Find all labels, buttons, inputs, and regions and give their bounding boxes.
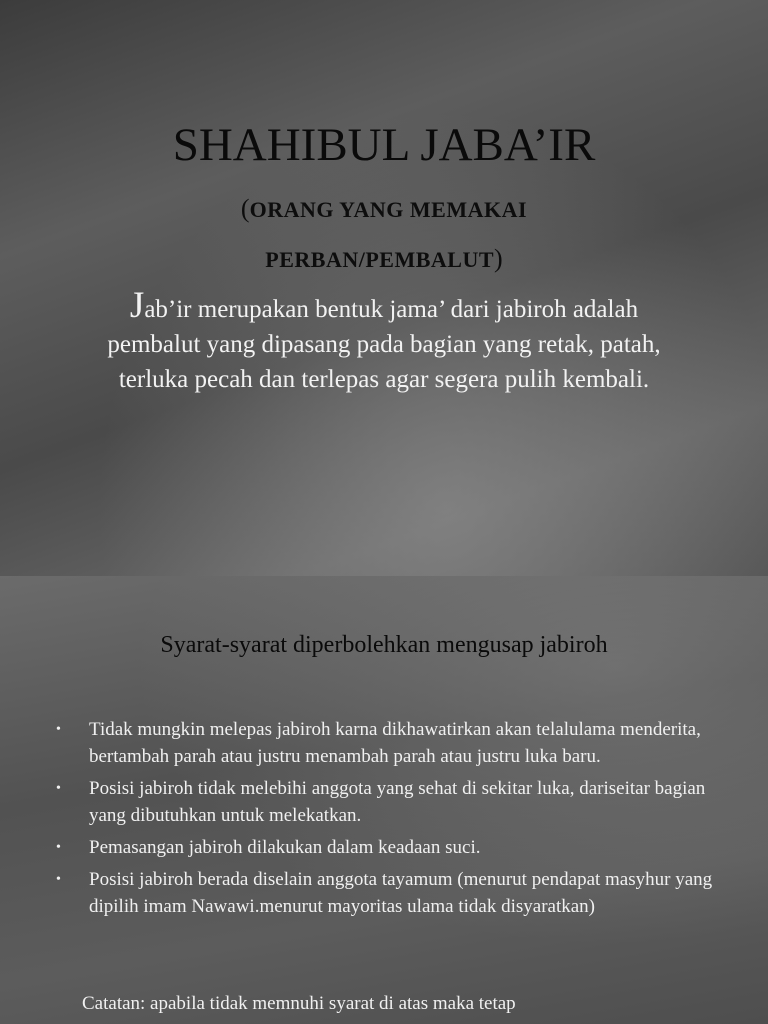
list-item-text: Posisi jabiroh tidak melebihi anggota yang sehat di sekitar luka, dariseitar bagian yang dibutuhkan untuk melekatkan. [89,778,706,826]
slide-heading: Syarat-syarat diperbolehkan mengusap jabiroh [160,632,608,658]
list-item [56,716,736,770]
subtitle-close-paren: ) [494,244,503,273]
subtitle-line-2 [0,236,768,286]
list-item-text: Posisi jabiroh berada diselain anggota tayamum (menurut pendapat masyhur yang dipilih imam Nawawi.menurut mayoritas ulama tidak disyaratkan) [89,869,713,917]
list-item-text: Tidak mungkin melepas jabiroh karna dikhawatirkan akan telalulama menderita, bertambah parah atau justru menambah parah atau justru luka baru. [89,719,701,767]
subtitle-text-1: ORANG YANG MEMAKAI [249,197,528,222]
bullet-glyph: • [56,840,61,855]
list-item [56,834,736,861]
list-item-text: Pemasangan jabiroh dilakukan dalam keadaan suci. [89,837,481,858]
bullet-glyph: • [56,872,61,887]
slide-2 [0,576,768,1024]
list-item [56,866,736,920]
bullet-glyph: • [56,781,61,796]
slide-subtitle [0,186,768,286]
slide-title: SHAHIBUL JABA’IR [172,119,596,171]
list-item [56,775,736,829]
subtitle-line-1 [0,186,768,236]
definition-line-2: pembalut yang dipasang pada bagian yang retak, patah, [107,331,661,358]
requirements-list [56,716,736,925]
definition-line-1-text: ab’ir merupakan bentuk jama’ dari jabiroh adalah [144,296,639,323]
dropcap-letter: J [129,285,145,326]
bullet-glyph: • [56,722,61,737]
definition-line-1 [40,285,728,327]
subtitle-open-paren: ( [240,194,250,223]
note-text: Catatan: apabila tidak memnuhi syarat di atas maka tetap [82,993,516,1014]
definition-paragraph [40,285,728,397]
subtitle-text-2: PERBAN/PEMBALUT [265,247,495,272]
definition-line-3: terluka pecah dan terlepas agar segera pulih kembali. [118,366,650,393]
